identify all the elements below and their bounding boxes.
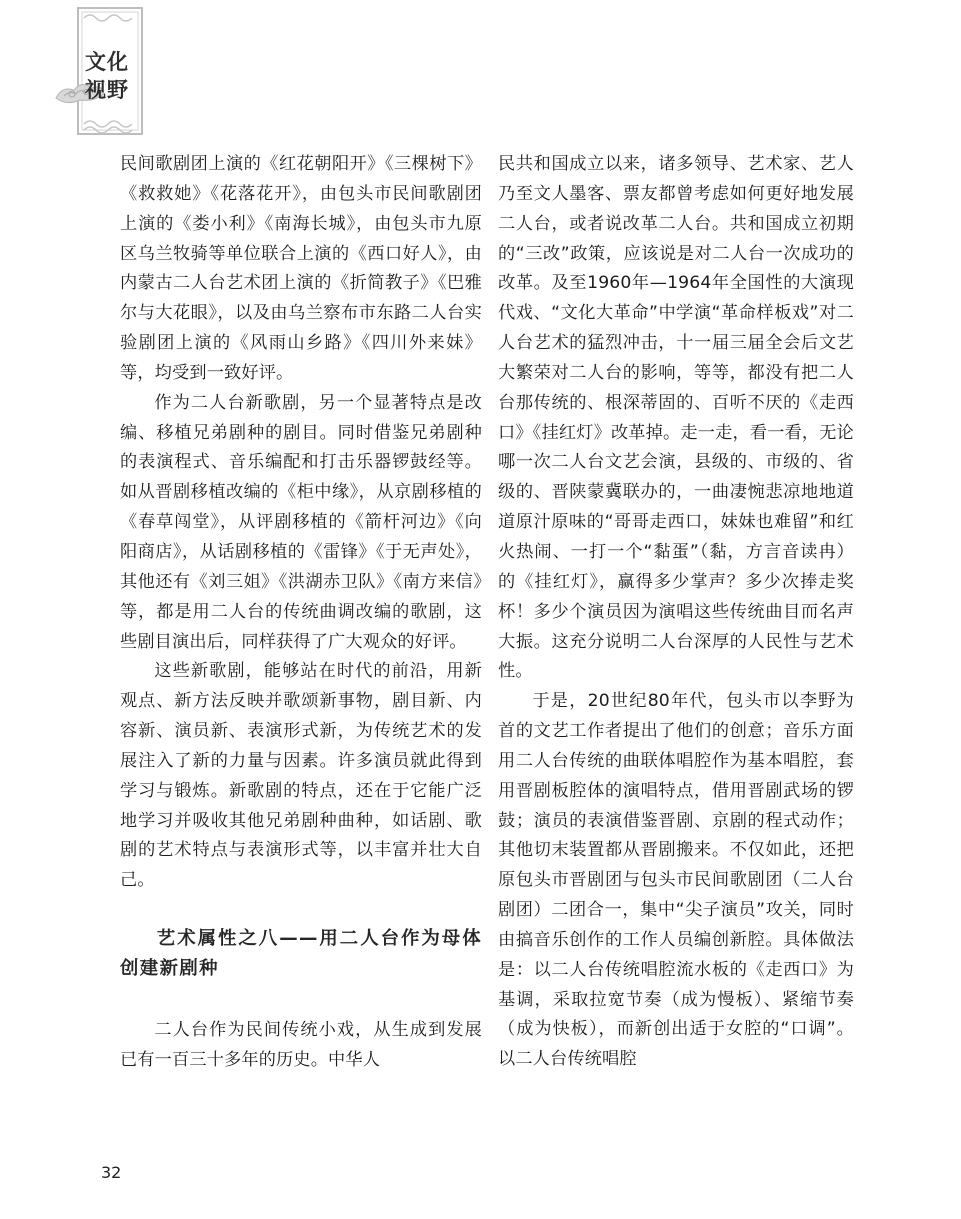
section-badge (52, 6, 147, 138)
page-number: 32 (101, 1163, 122, 1182)
paragraph: 作为二人台新歌剧，另一个显著特点是改编、移植兄弟剧种的剧目。同时借鉴兄弟剧种的表演程式、音乐编配和打击乐器锣鼓经等。如从晋剧移植改编的《柜中缘》，从京剧移植的《春草闯堂》，从评剧移植的《箭杆河边》《向阳商店》，从话剧移植的《雷锋》《于无声处》，其他还有《刘三姐》《洪湖赤卫队》《南方来信》等，都是用二人台的传统曲调改编的歌剧，这些剧目演出后，同样获得了广大观众的好评。 (120, 392, 482, 652)
section-heading: 艺术属性之八——用二人台作为母体 创建新剧种 (120, 928, 482, 980)
badge-label (85, 48, 145, 104)
badge-label-line1: 文化 (85, 50, 129, 74)
right-column (498, 150, 854, 1075)
paragraph: 民共和国成立以来，诸多领导、艺术家、艺人乃至文人墨客、票友都曾考虑如何更好地发展二人台，或者说改革二人台。共和国成立初期的“三改”政策，应该说是对二人台一次成功的改革。及至1960年—1964年全国性的大演现代戏、“文化大革命”中学演“革命样板戏”对二人台艺术的猛烈冲击，十一届三届全会后文艺大繁荣对二人台的影响，等等，都没有把二人台那传统的、根深蒂固的、百听不厌的《走西口》《挂红灯》改革掉。走一走，看一看，无论哪一次二人台文艺会演，县级的、市级的、省级的、晋陕蒙冀联办的，一曲凄惋悲凉地地道道原汁原味的“哥哥走西口，妹妹也难留”和红火热闹、一打一个“黏蛋”（黏，方言音读冉）的《挂红灯》，赢得多少掌声？多少次捧走奖杯！多少个演员因为演唱这些传统曲目而名声大振。这充分说明二人台深厚的人民性与艺术性。 (498, 154, 854, 682)
left-column (120, 150, 482, 1076)
paragraph: 于是，20世纪80年代，包头市以李野为首的文艺工作者提出了他们的创意；音乐方面用二人台传统的曲联体唱腔作为基本唱腔，套用晋剧板腔体的演唱特点，借用晋剧武场的锣鼓；演员的表演借鉴晋剧、京剧的程式动作；其他切末装置都从晋剧搬来。不仅如此，还把原包头市晋剧团与包头市民间歌剧团（二人台剧团）二团合一，集中“尖子演员”攻关，同时由搞音乐创作的工作人员编创新腔。具体做法是：以二人台传统唱腔流水板的《走西口》为基调，采取拉宽节奏（成为慢板）、紧缩节奏（成为快板），而新创出适于女腔的“口调”。以二人台传统唱腔 (498, 691, 854, 1070)
paragraph: 二人台作为民间传统小戏，从生成到发展已有一百三十多年的历史。中华人 (120, 1020, 482, 1070)
badge-label-line2: 视野 (85, 78, 129, 102)
paragraph: 这些新歌剧，能够站在时代的前沿，用新观点、新方法反映并歌颂新事物，剧目新、内容新、演员新、表演形式新，为传统艺术的发展注入了新的力量与因素。许多演员就此得到学习与锻炼。新歌剧的特点，还在于它能广泛地学习并吸收其他兄弟剧种曲种，如话剧、歌剧的艺术特点与表演形式等，以丰富并壮大自己。 (120, 661, 482, 891)
paragraph: 民间歌剧团上演的《红花朝阳开》《三棵树下》《救救她》《花落花开》，由包头市民间歌剧团上演的《娄小利》《南海长城》，由包头市九原区乌兰牧骑等单位联合上演的《西口好人》，由内蒙古二人台艺术团上演的《折简教子》《巴雅尔与大花眼》，以及由乌兰察布市东路二人台实验剧团上演的《风雨山乡路》《四川外来妹》等，均受到一致好评。 (120, 154, 482, 383)
